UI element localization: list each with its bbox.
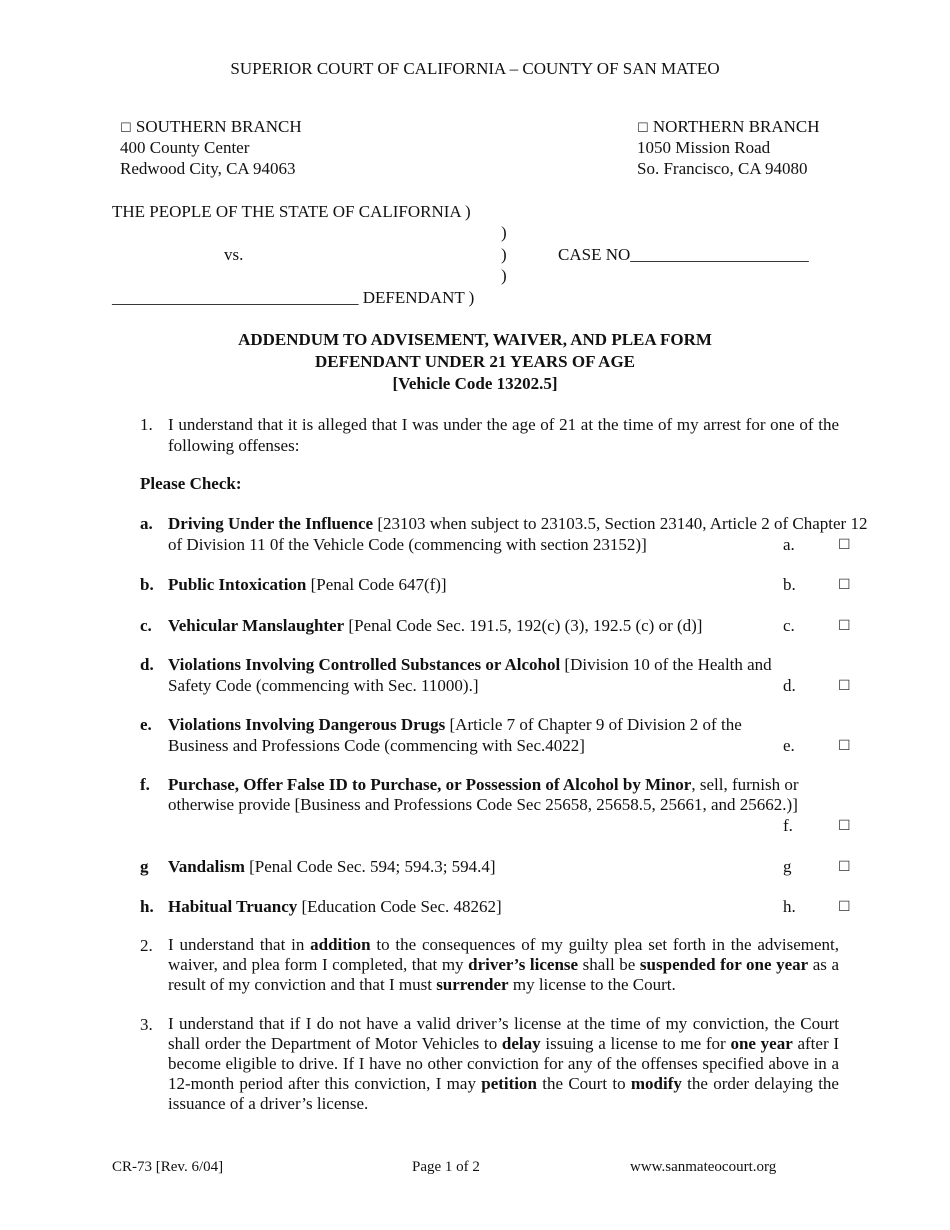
offense-f-line2: otherwise provide [Business and Professions Code Sec 25658, 25658.5, 25661, and 25662.)]	[168, 795, 798, 814]
item2-text-1: I understand that in	[168, 935, 311, 954]
defendant-name-field[interactable]: _____________________________ DEFENDANT )	[112, 288, 475, 307]
court-header: SUPERIOR COURT OF CALIFORNIA – COUNTY OF SAN MATEO	[230, 59, 720, 78]
item3-bold-4: modify	[630, 1074, 682, 1093]
offense-c-label: c.	[140, 616, 152, 635]
offense-e-citation: [Article 7 of Chapter 9 of Division 2 of the	[445, 715, 742, 734]
caption-paren-1: )	[501, 223, 507, 242]
item1-text: I understand that it is alleged that I was under the age of 21 at the time of my arrest for one of the following offenses:	[168, 415, 839, 455]
offense-f-label: f.	[140, 775, 150, 794]
offense-a-citation: [23103 when subject to 23103.5, Section 23140, Article 2 of Chapter 12	[373, 514, 868, 533]
form-title-line1: ADDENDUM TO ADVISEMENT, WAIVER, AND PLEA FORM	[238, 330, 712, 349]
footer-form-id: CR-73 [Rev. 6/04]	[112, 1159, 224, 1175]
offense-b-checkbox[interactable]: ☐	[838, 577, 851, 593]
northern-branch-name: NORTHERN BRANCH	[652, 117, 820, 136]
caption-paren-2: )	[501, 245, 507, 264]
item2-text-2: to the consequences of my guilty plea set forth in the advisement, waiver, and plea form I completed, that my	[168, 935, 839, 974]
southern-branch-address1: 400 County Center	[120, 138, 250, 157]
offense-c-mark: c.	[783, 616, 795, 635]
offense-g-citation: [Penal Code Sec. 594; 594.3; 594.4]	[244, 857, 496, 876]
offense-a-title: Driving Under the Influence	[168, 514, 374, 533]
item3-text-5: the order delaying the issuance of a driver’s license.	[168, 1074, 839, 1113]
offense-g-title: Vandalism	[168, 857, 245, 876]
offense-e-label: e.	[140, 715, 152, 734]
offense-d-line2: Safety Code (commencing with Sec. 11000).]	[168, 676, 479, 695]
offense-h-checkbox[interactable]: ☐	[838, 899, 851, 915]
form-title-line3: [Vehicle Code 13202.5]	[392, 374, 558, 393]
offense-c-line1	[168, 615, 702, 636]
offense-b-mark: b.	[783, 575, 796, 594]
item2-bold-3: suspended for one year	[639, 955, 809, 974]
offense-f-checkbox[interactable]: ☐	[838, 818, 851, 834]
item1-number: 1.	[140, 415, 153, 434]
item3-number: 3.	[140, 1015, 153, 1034]
offense-g-mark: g	[783, 857, 792, 876]
item2-bold-2: driver’s license	[468, 955, 579, 974]
item3-bold-3: petition	[481, 1074, 537, 1093]
item3-text-3: after I become eligible to drive. If I have no other conviction for any of the offenses specified above in a 12-month period after this conviction, I may	[168, 1034, 839, 1093]
offense-d-label: d.	[140, 655, 154, 674]
item2-number: 2.	[140, 936, 153, 955]
item3-text-4: the Court to	[536, 1074, 631, 1093]
offense-g-checkbox[interactable]: ☐	[838, 859, 851, 875]
item3-text-1: I understand that if I do not have a valid driver’s license at the time of my conviction, the Court shall order the Department of Motor Vehicles to	[168, 1014, 839, 1053]
northern-branch-address2: So. Francisco, CA 94080	[637, 159, 808, 178]
offense-a-label: a.	[140, 514, 153, 533]
caption-paren-3: )	[501, 266, 507, 285]
footer-page-number: Page 1 of 2	[412, 1159, 480, 1175]
offense-g-line1	[168, 856, 496, 877]
item2-text-4: as a result of my conviction and that I must	[168, 955, 840, 994]
form-title-line2: DEFENDANT UNDER 21 YEARS OF AGE	[314, 352, 636, 371]
offense-e-checkbox[interactable]: ☐	[838, 738, 851, 754]
offense-a-checkbox[interactable]: ☐	[838, 537, 851, 553]
offense-d-citation: [Division 10 of the Health and	[560, 655, 772, 674]
offense-f-citation: , sell, furnish or	[691, 775, 799, 794]
northern-branch-checkbox[interactable]: ☐	[637, 121, 649, 136]
northern-branch-option[interactable]	[637, 116, 820, 139]
offense-f-line1	[168, 774, 799, 795]
item3-text	[168, 1014, 839, 1114]
item2-text-5: my license to the Court.	[508, 975, 676, 994]
case-number-field[interactable]: CASE NO_____________________	[558, 245, 809, 264]
offense-d-mark: d.	[783, 676, 796, 695]
offense-c-citation: [Penal Code Sec. 191.5, 192(c) (3), 192.5 (c) or (d)]	[344, 616, 703, 635]
offense-b-label: b.	[140, 575, 154, 594]
offense-a-line2: of Division 11 0f the Vehicle Code (commencing with section 23152)]	[168, 535, 647, 554]
offense-a-line1	[168, 513, 867, 534]
offense-h-line1	[168, 896, 502, 917]
southern-branch-option[interactable]	[120, 116, 302, 139]
offense-e-line2: Business and Professions Code (commencing with Sec.4022]	[168, 736, 585, 755]
offense-c-checkbox[interactable]: ☐	[838, 618, 851, 634]
offense-g-label: g	[140, 857, 149, 876]
offense-f-title: Purchase, Offer False ID to Purchase, or Possession of Alcohol by Minor	[168, 775, 692, 794]
item3-bold-2: one year	[730, 1034, 793, 1053]
item3-text-2: issuing a license to me for	[540, 1034, 731, 1053]
offense-f-mark: f.	[783, 816, 793, 835]
footer-website: www.sanmateocourt.org	[630, 1159, 777, 1175]
offense-d-checkbox[interactable]: ☐	[838, 678, 851, 694]
southern-branch-checkbox[interactable]: ☐	[120, 121, 132, 136]
caption-people: THE PEOPLE OF THE STATE OF CALIFORNIA )	[112, 202, 471, 221]
northern-branch-address1: 1050 Mission Road	[637, 138, 771, 157]
southern-branch-address2: Redwood City, CA 94063	[120, 159, 296, 178]
item2-text-3: shall be	[578, 955, 640, 974]
offense-e-line1	[168, 714, 742, 735]
offense-d-line1	[168, 654, 772, 675]
caption-vs: vs.	[224, 245, 244, 264]
offense-c-title: Vehicular Manslaughter	[168, 616, 345, 635]
offense-a-mark: a.	[783, 535, 795, 554]
offense-e-title: Violations Involving Dangerous Drugs	[168, 715, 446, 734]
offense-d-title: Violations Involving Controlled Substances or Alcohol	[168, 655, 561, 674]
offense-e-mark: e.	[783, 736, 795, 755]
offense-h-citation: [Education Code Sec. 48262]	[297, 897, 502, 916]
offense-h-label: h.	[140, 897, 154, 916]
offense-h-title: Habitual Truancy	[168, 897, 298, 916]
offense-b-citation: [Penal Code 647(f)]	[306, 575, 447, 594]
please-check-label: Please Check:	[140, 474, 242, 493]
item3-bold-1: delay	[501, 1034, 541, 1053]
southern-branch-name: SOUTHERN BRANCH	[135, 117, 302, 136]
item2-text	[168, 935, 839, 995]
offense-b-title: Public Intoxication	[168, 575, 307, 594]
offense-h-mark: h.	[783, 897, 796, 916]
offense-b-line1	[168, 574, 447, 595]
item2-bold-1: addition	[310, 935, 371, 954]
item2-bold-4: surrender	[436, 975, 509, 994]
